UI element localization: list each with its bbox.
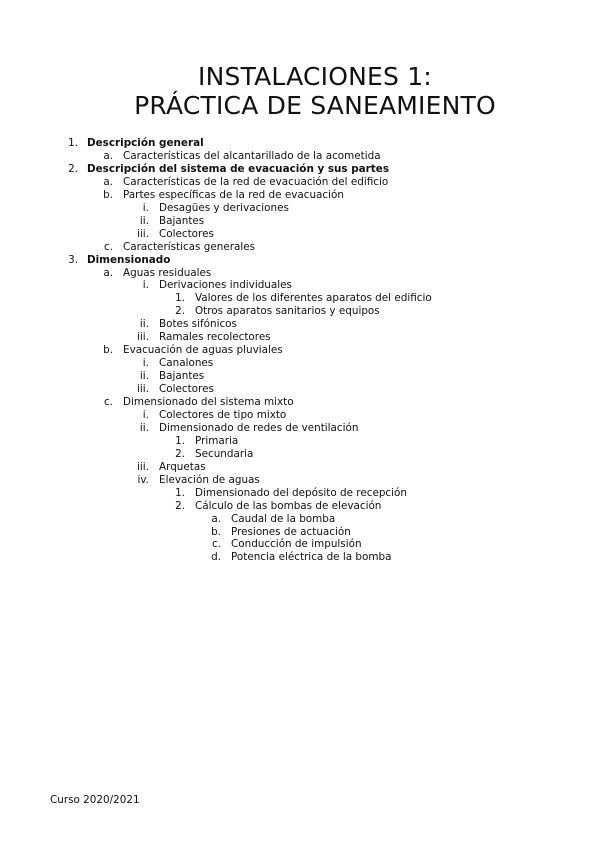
outline-item-marker: a. — [103, 175, 113, 188]
outline-item-marker: iii. — [137, 227, 149, 240]
outline-item-marker: a. — [103, 149, 113, 162]
title-line-1: INSTALACIONES 1: — [198, 62, 432, 91]
outline-item-marker: c. — [211, 538, 221, 551]
outline-item — [0, 344, 600, 357]
outline-item — [0, 267, 600, 280]
outline-item — [0, 422, 600, 435]
outline-item — [0, 202, 600, 215]
outline-item-marker: 2. — [175, 499, 185, 512]
outline-item-marker: 3. — [68, 253, 78, 266]
outline-item-marker: a. — [103, 266, 113, 279]
footer-course: Curso 2020/2021 — [50, 794, 140, 806]
outline-item-marker: a. — [211, 512, 221, 525]
outline-item — [0, 137, 600, 150]
outline-item-marker: 2. — [68, 162, 78, 175]
outline-item-marker: 1. — [68, 137, 78, 149]
outline-item-marker: ii. — [139, 421, 149, 434]
outline-item — [0, 487, 600, 500]
outline-item-text: Colectores — [159, 383, 214, 396]
outline-item-text: Dimensionado — [87, 253, 171, 266]
outline-item — [0, 176, 600, 189]
outline-item — [0, 448, 600, 461]
outline-item — [0, 318, 600, 331]
outline-item-text: Derivaciones individuales — [159, 279, 292, 292]
outline-item — [0, 526, 600, 539]
outline-item-text: Primaria — [195, 434, 239, 447]
outline-item-marker: 1. — [175, 434, 185, 447]
outline-item-marker: iii. — [137, 331, 149, 344]
outline-item-marker: i. — [142, 279, 149, 292]
outline-item-marker: i. — [142, 201, 149, 214]
outline-item-marker: b. — [103, 188, 113, 201]
outline-item-marker: ii. — [139, 214, 149, 227]
outline-item — [0, 292, 600, 305]
outline-item-marker: 1. — [175, 292, 185, 305]
outline-item-text: Descripción general — [87, 137, 204, 149]
outline-item-marker: 2. — [175, 447, 185, 460]
outline-item-marker: iii. — [137, 460, 149, 473]
outline-item-text: Características del alcantarillado de la acometida — [123, 149, 381, 162]
outline-item — [0, 383, 600, 396]
outline-item-text: Evacuación de aguas pluviales — [123, 344, 283, 357]
outline-item — [0, 150, 600, 163]
outline-item-marker: d. — [211, 551, 221, 564]
outline-item-text: Partes específicas de la red de evacuación — [123, 188, 344, 201]
outline-item-text: Desagües y derivaciones — [159, 201, 289, 214]
outline-item-marker: 2. — [175, 305, 185, 318]
outline-item — [0, 538, 600, 551]
outline-item — [0, 331, 600, 344]
outline-item-marker: iii. — [137, 383, 149, 396]
outline-item-text: Otros aparatos sanitarios y equipos — [195, 305, 380, 318]
outline-item — [0, 163, 600, 176]
outline-item — [0, 396, 600, 409]
outline-item-text: Bajantes — [159, 370, 205, 383]
outline-item-marker: i. — [142, 357, 149, 370]
outline-item-text: Dimensionado del depósito de recepción — [195, 486, 407, 499]
outline-item-text: Bajantes — [159, 214, 205, 227]
outline-item-text: Potencia eléctrica de la bomba — [231, 551, 392, 564]
outline-item-text: Características generales — [123, 240, 256, 253]
outline-item — [0, 500, 600, 513]
outline-item-text: Secundaria — [195, 447, 254, 460]
outline-item — [0, 241, 600, 254]
outline-item-marker: b. — [211, 525, 221, 538]
outline-item — [0, 409, 600, 422]
outline-item-text: Características de la red de evacuación del edificio — [123, 175, 389, 188]
outline-item — [0, 189, 600, 202]
outline-item-marker: b. — [103, 344, 113, 357]
outline-item-text: Dimensionado de redes de ventilación — [159, 421, 359, 434]
outline-item-text: Arquetas — [159, 460, 206, 473]
title-line-2: PRÁCTICA DE SANEAMIENTO — [134, 91, 496, 120]
outline-item-text: Aguas residuales — [123, 266, 212, 279]
outline-item — [0, 370, 600, 383]
outline-item — [0, 228, 600, 241]
outline-item — [0, 215, 600, 228]
outline-item-text: Elevación de aguas — [159, 473, 260, 486]
outline-item-text: Cálculo de las bombas de elevación — [195, 499, 382, 512]
outline-item-marker: ii. — [139, 318, 149, 331]
outline-item-text: Botes sifónicos — [159, 318, 237, 331]
outline-item — [0, 254, 600, 267]
outline-item-marker: i. — [142, 408, 149, 421]
outline-item — [0, 461, 600, 474]
outline-item-text: Caudal de la bomba — [231, 512, 336, 525]
outline-item-text: Colectores de tipo mixto — [159, 408, 287, 421]
outline-item — [0, 551, 600, 564]
outline-item-marker: 1. — [175, 486, 185, 499]
outline-item-text: Descripción del sistema de evacuación y sus partes — [87, 162, 390, 175]
outline-item-text: Presiones de actuación — [231, 525, 351, 538]
outline-item — [0, 474, 600, 487]
outline-item-text: Canalones — [159, 357, 214, 370]
outline-item-marker: ii. — [139, 370, 149, 383]
outline-item-marker: c. — [103, 240, 113, 253]
outline-item-marker: iv. — [137, 473, 149, 486]
outline-item-text: Ramales recolectores — [159, 331, 271, 344]
outline-item-marker: c. — [103, 396, 113, 408]
outline-item-text: Dimensionado del sistema mixto — [123, 396, 294, 408]
outline-item — [0, 279, 600, 292]
outline-item-text: Valores de los diferentes aparatos del edificio — [195, 292, 432, 305]
document-title — [0, 62, 600, 120]
outline-item — [0, 513, 600, 526]
outline-item-text: Colectores — [159, 227, 214, 240]
outline-item — [0, 357, 600, 370]
outline-item — [0, 435, 600, 448]
outline-item — [0, 305, 600, 318]
outline-item-text: Conducción de impulsión — [231, 538, 362, 551]
